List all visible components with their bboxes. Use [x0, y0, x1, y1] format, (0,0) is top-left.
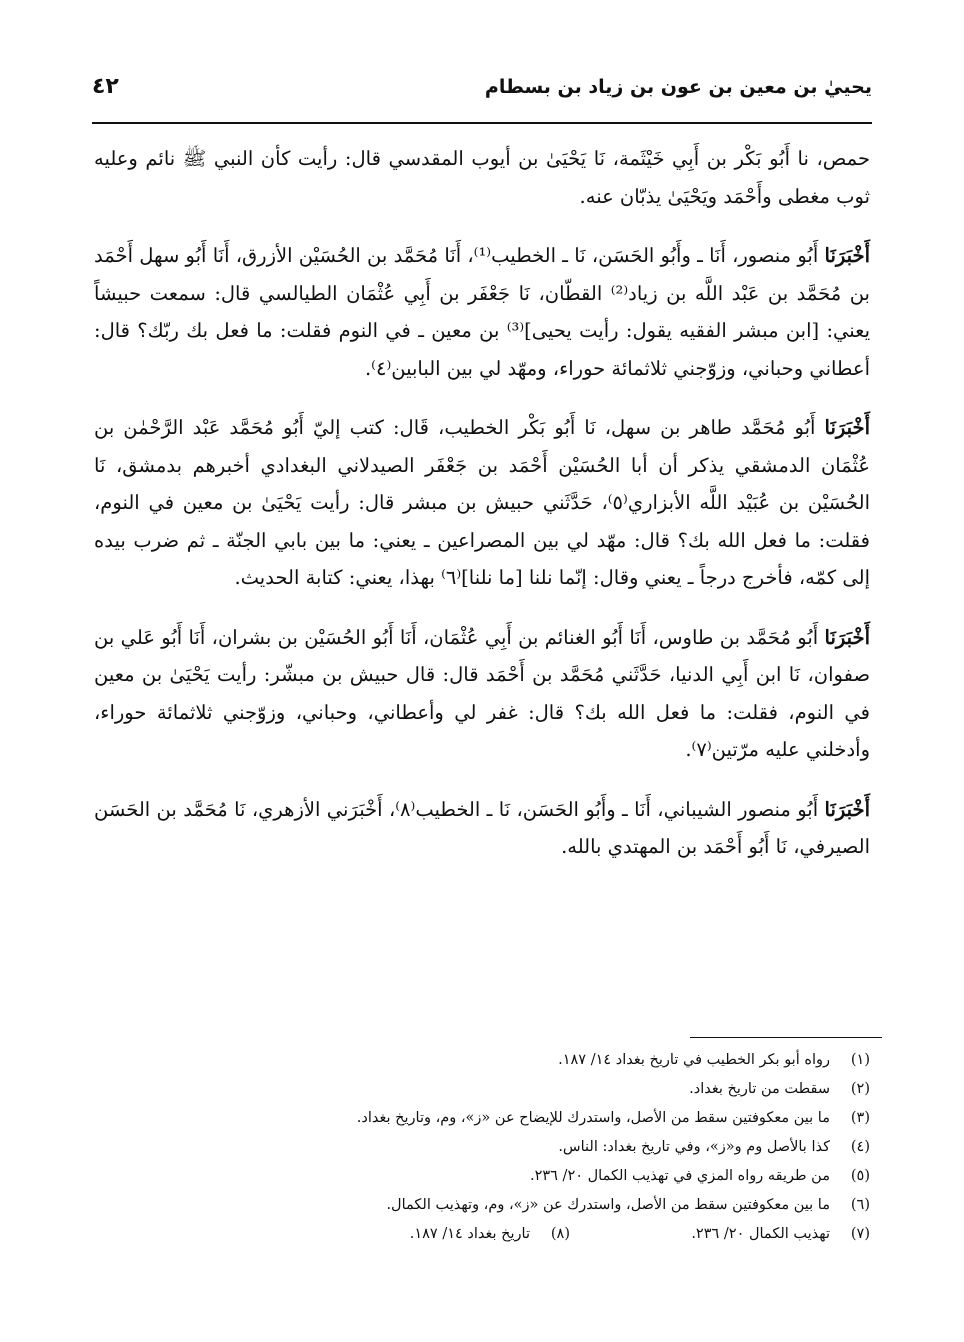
paragraph-text: أَبُو مُحَمَّد بن طاوس، أَنَا أَبُو الغنائم بن أَبِي عُثْمَان، أَنَا أَبُو الحُسَيْن بن بشران، أَنَا أَبُو عَلي بن صفوان، نَا ابن أَبِي الدنيا، حَدَّثَني مُحَمَّد بن أَحْمَد قال: قال حبيش بن مبشّر: رأيت يَحْيَىٰ بن معين في النوم، فقلت: ما فعل الله بك؟ قال: غفر لي وأعطاني، وحباني، وزوّجني ثلاثمائة حوراء، وأدخلني عليه مرّتين⁽٧⁾.	[94, 625, 870, 761]
footnote-number: (٧)	[850, 1226, 870, 1242]
paragraph	[94, 619, 870, 769]
footnote	[570, 1220, 870, 1249]
paragraph-lead: أَخْبَرَنَا	[824, 797, 870, 821]
footnote	[150, 1191, 870, 1220]
footnote	[150, 1162, 870, 1191]
footnote	[270, 1220, 570, 1249]
footnote-number: (٦)	[850, 1197, 870, 1213]
footnotes	[150, 1046, 870, 1249]
main-text	[94, 140, 870, 888]
footnote-number: (٥)	[850, 1168, 870, 1184]
paragraph	[94, 409, 870, 597]
footnote-text: سقطت من تاريخ بغداد.	[689, 1081, 830, 1097]
footnote-number: (١)	[850, 1052, 870, 1068]
page-number: ٤٢	[92, 74, 119, 99]
footnote-text: كذا بالأصل وم و«ز»، وفي تاريخ بغداد: الناس.	[558, 1139, 830, 1155]
paragraph-lead: أَخْبَرَنَا	[824, 244, 870, 267]
footnote-text: تهذيب الكمال ٢٠/ ٢٣٦.	[691, 1226, 830, 1242]
paragraph-text: أَبُو منصور الشيباني، أَنَا ـ وأَبُو الحَسَن، نَا ـ الخطيب⁽٨⁾، أَخْبَرَني الأزهري، نَا مُحَمَّد بن الحَسَن الصيرفي، نَا أَبُو أَحْمَد بن المهتدي بالله.	[94, 797, 870, 858]
paragraph-text: حمص، نا أَبُو بَكْر بن أَبِي خَيْثَمة، نَا يَحْيَىٰ بن أيوب المقدسي قال: رأيت كأن النبي ﷺ نائم وعليه ثوب مغطى وأَحْمَد ويَحْيَىٰ يذبّان عنه.	[94, 147, 870, 208]
footnote-number: (٢)	[850, 1081, 870, 1097]
footnote-divider	[690, 1037, 882, 1038]
footnote	[150, 1133, 870, 1162]
running-header	[92, 70, 872, 110]
footnote-number: (٣)	[850, 1110, 870, 1126]
footnote-text: تاريخ بغداد ١٤/ ١٨٧.	[409, 1226, 530, 1242]
footnote	[150, 1104, 870, 1133]
footnote-text: من طريقه رواه المزي في تهذيب الكمال ٢٠/ ٢٣٦.	[529, 1168, 830, 1184]
paragraph-lead: أَخْبَرَنَا	[824, 625, 870, 649]
footnote-text: ما بين معكوفتين سقط من الأصل، واستدرك عن «ز»، وم، وتهذيب الكمال.	[386, 1197, 830, 1213]
header-divider	[92, 122, 872, 124]
footnote	[150, 1075, 870, 1104]
footnote-number: (٨)	[550, 1226, 570, 1242]
paragraph	[94, 791, 870, 866]
header-title: يحييٰ بن معين بن عون بن زياد بن بسطام	[484, 76, 872, 98]
footnote-text: رواه أبو بكر الخطيب في تاريخ بغداد ١٤/ ١٨٧.	[558, 1052, 830, 1068]
paragraph	[94, 140, 870, 215]
paragraph-text: أَبُو مُحَمَّد طاهر بن سهل، نَا أَبُو بَكْر الخطيب، قَال: كتب إليّ أَبُو مُحَمَّد عَبْد الرَّحْمٰن بن عُثْمَان الدمشقي يذكر أن أبا الحُسَيْن أَحْمَد بن جَعْفَر الصيدلاني البغدادي أخبرهم بدمشق، نَا الحُسَيْن بن عُبَيْد اللَّه الأبزاري⁽٥⁾، حَدَّثَني حبيش بن مبشر قال: رأيت يَحْيَىٰ بن معين في النوم، فقلت: ما فعل الله بك؟ قال: مهّد لي بين المصراعين ـ يعني: ما بين بابي الجنّة ـ ثم ضرب بيده إلى كمّه، فأخرج درجاً ـ يعني وقال: إنّما نلنا [ما نلنا]⁽٦⁾ بهذا، يعني: كتابة الحديث.	[94, 416, 870, 589]
paragraph	[94, 237, 870, 387]
footnote-number: (٤)	[850, 1139, 870, 1155]
footnote	[150, 1046, 870, 1075]
footnote-row	[150, 1220, 870, 1249]
footnote-text: ما بين معكوفتين سقط من الأصل، واستدرك للإيضاح عن «ز»، وم، وتاريخ بغداد.	[356, 1110, 830, 1126]
paragraph-text: أَبُو منصور، أَنَا ـ وأَبُو الحَسَن، نَا ـ الخطيب⁽¹⁾، أَنَا مُحَمَّد بن الحُسَيْن الأزرق، أَنَا أَبُو سهل أَحْمَد بن مُحَمَّد بن عَبْد اللَّه بن زياد⁽²⁾ القطّان، نَا جَعْفَر بن أَبِي عُثْمَان الطيالسي قال: سمعت حبيشاً يعني: [ابن مبشر الفقيه يقول: رأيت يحيى]⁽³⁾ بن معين ـ في النوم فقلت: ما فعل بك ربّك؟ قال: أعطاني وحباني، وزوّجني ثلاثمائة حوراء، ومهّد لي بين البابين⁽٤⁾.	[94, 244, 870, 380]
paragraph-lead: أَخْبَرَنَا	[824, 416, 870, 439]
